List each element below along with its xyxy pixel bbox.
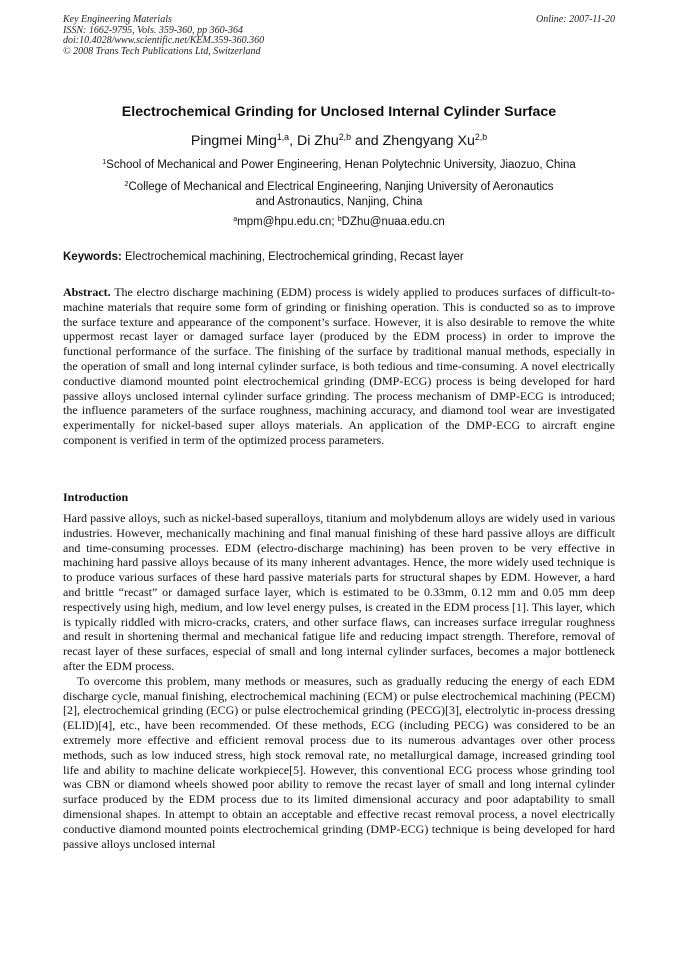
affiliation-2 xyxy=(40,180,638,209)
author-superscript: 1,a xyxy=(276,132,290,143)
keywords xyxy=(63,251,623,263)
author-superscript: 2,b xyxy=(474,132,488,143)
abstract-label: Abstract. xyxy=(63,285,111,299)
journal-issn: ISSN: 1662-9795, Vols. 359-360, pp 360-364 xyxy=(63,24,243,36)
email-address[interactable]: DZhu@nuaa.edu.cn xyxy=(341,216,445,228)
paragraph: To overcome this problem, many methods or measures, such as gradually reducing the energy of each EDM discharge cycle, manual finishing, electrochemical machining (ECM) or pulse electrochemical machining (PECM)[2], electrochemical grinding (ECG) or pulse electrochemical grinding (PECG)[3], electrolytic in-process dressing (ELID)[4], etc., have been recommended. Of these methods, ECG (including PECG) was considered to be an extremely more effective and efficient removal process due to its numerous advantages over other process methods, such as low induced stress, high stock removal rate, no metallurgical damage, increased grinding tool life and ability to machine delicate workpiece[5]. However, this conventional ECG process whose grinding tool was CBN or diamond wheels showed poor ability to remove the recast layer of small and long internal cylinder surface produced by the EDM process due to its limited dimensional accuracy and poor adaptability to small dimensional shapes. In attempt to obtain an acceptable and effective recast removal process, a novel electrically conductive diamond mounted points electrochemical grinding (DMP-ECG) technique is being developed for hard passive alloys unclosed internal xyxy=(63,673,615,851)
email-superscript: a xyxy=(233,215,238,224)
email-address[interactable]: mpm@hpu.edu.cn xyxy=(237,216,332,228)
online-date-text: Online: 2007-11-20 xyxy=(536,14,615,25)
affiliation-text-line2: and Astronautics, Nanjing, China xyxy=(255,195,423,208)
online-date xyxy=(536,15,615,26)
section-heading-introduction: Introduction xyxy=(63,490,129,504)
affiliation-text-line1: College of Mechanical and Electrical Engineering, Nanjing University of Aeronautics xyxy=(128,181,554,193)
journal-copyright: © 2008 Trans Tech Publications Ltd, Switzerland xyxy=(63,45,261,57)
journal-header xyxy=(63,15,264,57)
journal-name: Key Engineering Materials xyxy=(63,14,172,25)
author-name: Di Zhu xyxy=(296,133,339,149)
paragraph: Hard passive alloys, such as nickel-based superalloys, titanium and molybdenum alloys are widely used in various industries. However, mechanically machining and final manual finishing of these hard passive alloys are difficult and time-consuming processes. EDM (electro-discharge machining) has been proven to be very effective in machining hard passive alloys because of its many inherent advantages. Hence, the more widely used technique is to produce various surfaces of these hard passive materials parts for structural shapes by EDM. However, a hard and brittle “recast” or damaged surface layer, which is estimated to be 0.33mm, 0.12 mm and 0.05 mm deep respectively using high, medium, and low level energy pulses, is created in the EDM process [1]. This layer, which is typically riddled with micro-cracks, craters, and other surface flaws, can increases surface irregular roughness and result in shortening thermal and mechanical fatigue life and reducing impact strength. Therefore, removal of recast layer of these surfaces, especial of small and long internal cylinder surfaces, becomes a major bottleneck after the EDM process. xyxy=(63,511,615,673)
paper-title: Electrochemical Grinding for Unclosed Internal Cylinder Surface xyxy=(121,104,557,120)
affiliation-superscript: 1 xyxy=(102,158,107,167)
keywords-text: Electrochemical machining, Electrochemical grinding, Recast layer xyxy=(125,251,464,263)
keywords-label: Keywords: xyxy=(63,251,122,263)
author-separator: and xyxy=(351,133,383,149)
author-separator: , xyxy=(289,133,297,149)
abstract xyxy=(63,285,615,448)
email-list xyxy=(40,216,638,228)
introduction-body xyxy=(63,511,615,851)
email-superscript: b xyxy=(337,215,342,224)
affiliation-superscript: 2 xyxy=(124,180,129,189)
email-separator: ; xyxy=(331,216,338,228)
journal-doi[interactable]: doi:10.4028/www.scientific.net/KEM.359-360.360 xyxy=(63,35,265,47)
author-list xyxy=(40,133,638,149)
author-name: Zhengyang Xu xyxy=(382,133,475,149)
abstract-text: The electro discharge machining (EDM) process is widely applied to produces surfaces of difficult-to-machine materials that require some form of grinding or finishing operation. This is conducted so as to improve the surface texture and appearance of the component’s surface. However, it is also desirable to remove the white uppermost recast layer or damaged surface layer (produced by the EDM process) in order to improve the functional performance of the surface. The finishing of the surface by traditional manual methods, especially in the operation of small and long internal cylinder surface, is both tedious and time-consuming. A novel electrically conductive diamond mounted point electrochemical grinding (DMP-ECG) process is being developed for hard passive alloys unclosed internal cylinder surface grinding. The process mechanism of DMP-ECG is introduced; the influence parameters of the surface roughness, machining accuracy, and diamond tool wear are investigated experimentally for nickel-based super alloys materials. An application of the DMP-ECG to aircraft engine component is verified in term of the optimized process parameters. xyxy=(63,285,615,447)
affiliation-text: School of Mechanical and Power Engineering, Henan Polytechnic University, Jiaozuo, China xyxy=(106,159,576,171)
author-superscript: 2,b xyxy=(338,132,351,143)
author-name: Pingmei Ming xyxy=(190,133,277,149)
affiliation-1 xyxy=(40,159,638,171)
